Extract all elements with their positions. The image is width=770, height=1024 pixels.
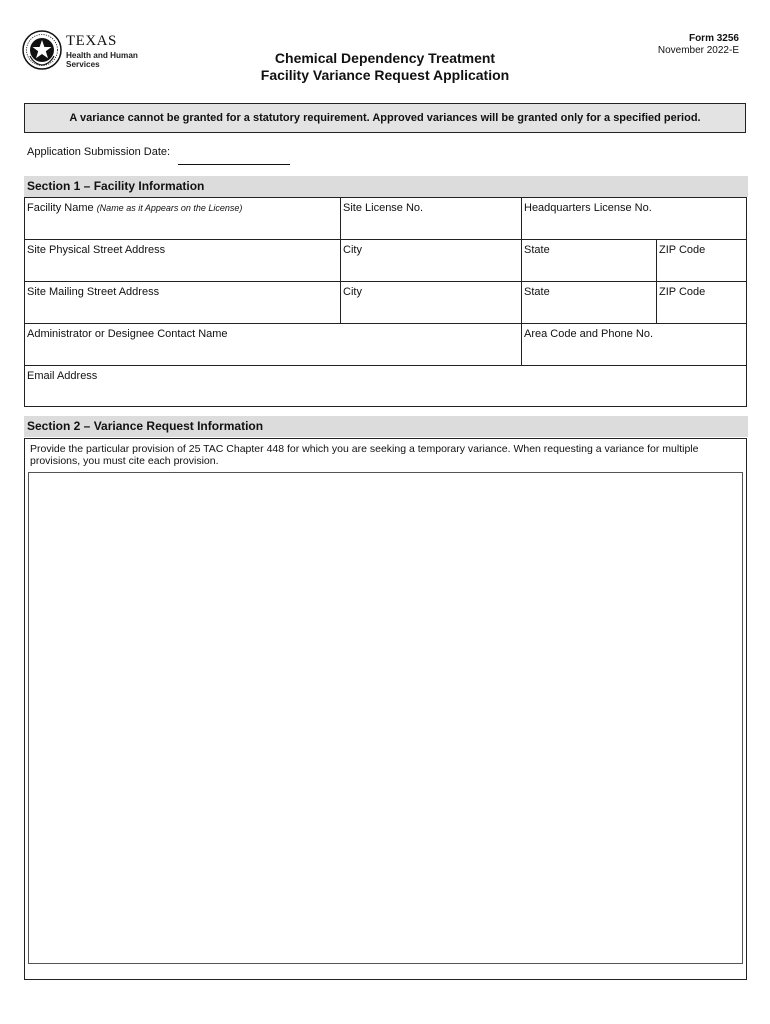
- form-revision-date: November 2022-E: [657, 45, 739, 56]
- mailing-city-input[interactable]: [343, 303, 519, 321]
- mailing-state-label: State: [524, 286, 550, 298]
- logo-wordmark: TEXAS: [66, 33, 117, 49]
- physical-state-input[interactable]: [524, 261, 654, 279]
- physical-zip-input[interactable]: [659, 261, 744, 279]
- form-title-line-1: Chemical Dependency Treatment: [274, 50, 496, 66]
- email-cell[interactable]: [25, 365, 746, 406]
- mailing-zip-cell[interactable]: [656, 281, 746, 323]
- physical-address-cell[interactable]: [25, 239, 340, 281]
- section-2-header: Section 2 – Variance Request Information: [24, 416, 748, 437]
- logo-subtitle-line-1: Health and Human: [66, 51, 138, 60]
- hq-license-label: Headquarters License No.: [524, 202, 652, 214]
- admin-contact-label: Administrator or Designee Contact Name: [27, 328, 228, 340]
- physical-address-input[interactable]: [27, 261, 338, 279]
- submission-date-input[interactable]: [178, 148, 290, 165]
- mailing-state-cell[interactable]: [521, 281, 656, 323]
- site-license-label: Site License No.: [343, 202, 424, 214]
- physical-city-cell[interactable]: [340, 239, 521, 281]
- physical-zip-label: ZIP Code: [659, 244, 706, 256]
- physical-zip-cell[interactable]: [656, 239, 746, 281]
- mailing-city-label: City: [343, 286, 362, 298]
- form-title-line-2: Facility Variance Request Application: [260, 67, 510, 83]
- phone-cell[interactable]: [521, 323, 746, 365]
- hq-license-input[interactable]: [524, 219, 744, 237]
- site-license-cell[interactable]: [340, 198, 521, 239]
- admin-contact-cell[interactable]: [25, 323, 521, 365]
- email-label: Email Address: [27, 370, 98, 382]
- variance-request-box: [24, 438, 747, 980]
- mailing-state-input[interactable]: [524, 303, 654, 321]
- hq-license-cell[interactable]: [521, 198, 746, 239]
- physical-city-label: City: [343, 244, 362, 256]
- email-input[interactable]: [27, 386, 744, 404]
- phone-label: Area Code and Phone No.: [524, 328, 654, 340]
- section-1-header: Section 1 – Facility Information: [24, 176, 748, 197]
- phone-input[interactable]: [524, 345, 744, 363]
- site-license-input[interactable]: [343, 219, 519, 237]
- mailing-zip-input[interactable]: [659, 303, 744, 321]
- facility-name-input[interactable]: [27, 219, 338, 237]
- mailing-address-input[interactable]: [27, 303, 338, 321]
- mailing-zip-label: ZIP Code: [659, 286, 706, 298]
- variance-notice: A variance cannot be granted for a statutory requirement. Approved variances will be granted only for a specified period.: [24, 103, 746, 133]
- physical-address-label: Site Physical Street Address: [27, 244, 166, 256]
- facility-name-cell[interactable]: [25, 198, 340, 239]
- variance-provision-textarea[interactable]: [28, 472, 743, 964]
- submission-date-label: Application Submission Date:: [27, 146, 171, 158]
- mailing-address-label: Site Mailing Street Address: [27, 286, 160, 298]
- physical-city-input[interactable]: [343, 261, 519, 279]
- admin-contact-input[interactable]: [27, 345, 519, 363]
- mailing-city-cell[interactable]: [340, 281, 521, 323]
- facility-name-label: Facility Name: [27, 202, 94, 214]
- physical-state-label: State: [524, 244, 550, 256]
- facility-information-grid: [24, 197, 747, 407]
- logo-subtitle-line-2: Services: [66, 60, 100, 69]
- variance-instruction: Provide the particular provision of 25 TAC Chapter 448 for which you are seeking a temporary variance. When requesting a variance for multiple provisions, you must cite each provision.: [30, 443, 699, 467]
- physical-state-cell[interactable]: [521, 239, 656, 281]
- facility-name-note: (Name as it Appears on the License): [96, 203, 243, 213]
- form-number: Form 3256: [688, 33, 739, 44]
- mailing-address-cell[interactable]: [25, 281, 340, 323]
